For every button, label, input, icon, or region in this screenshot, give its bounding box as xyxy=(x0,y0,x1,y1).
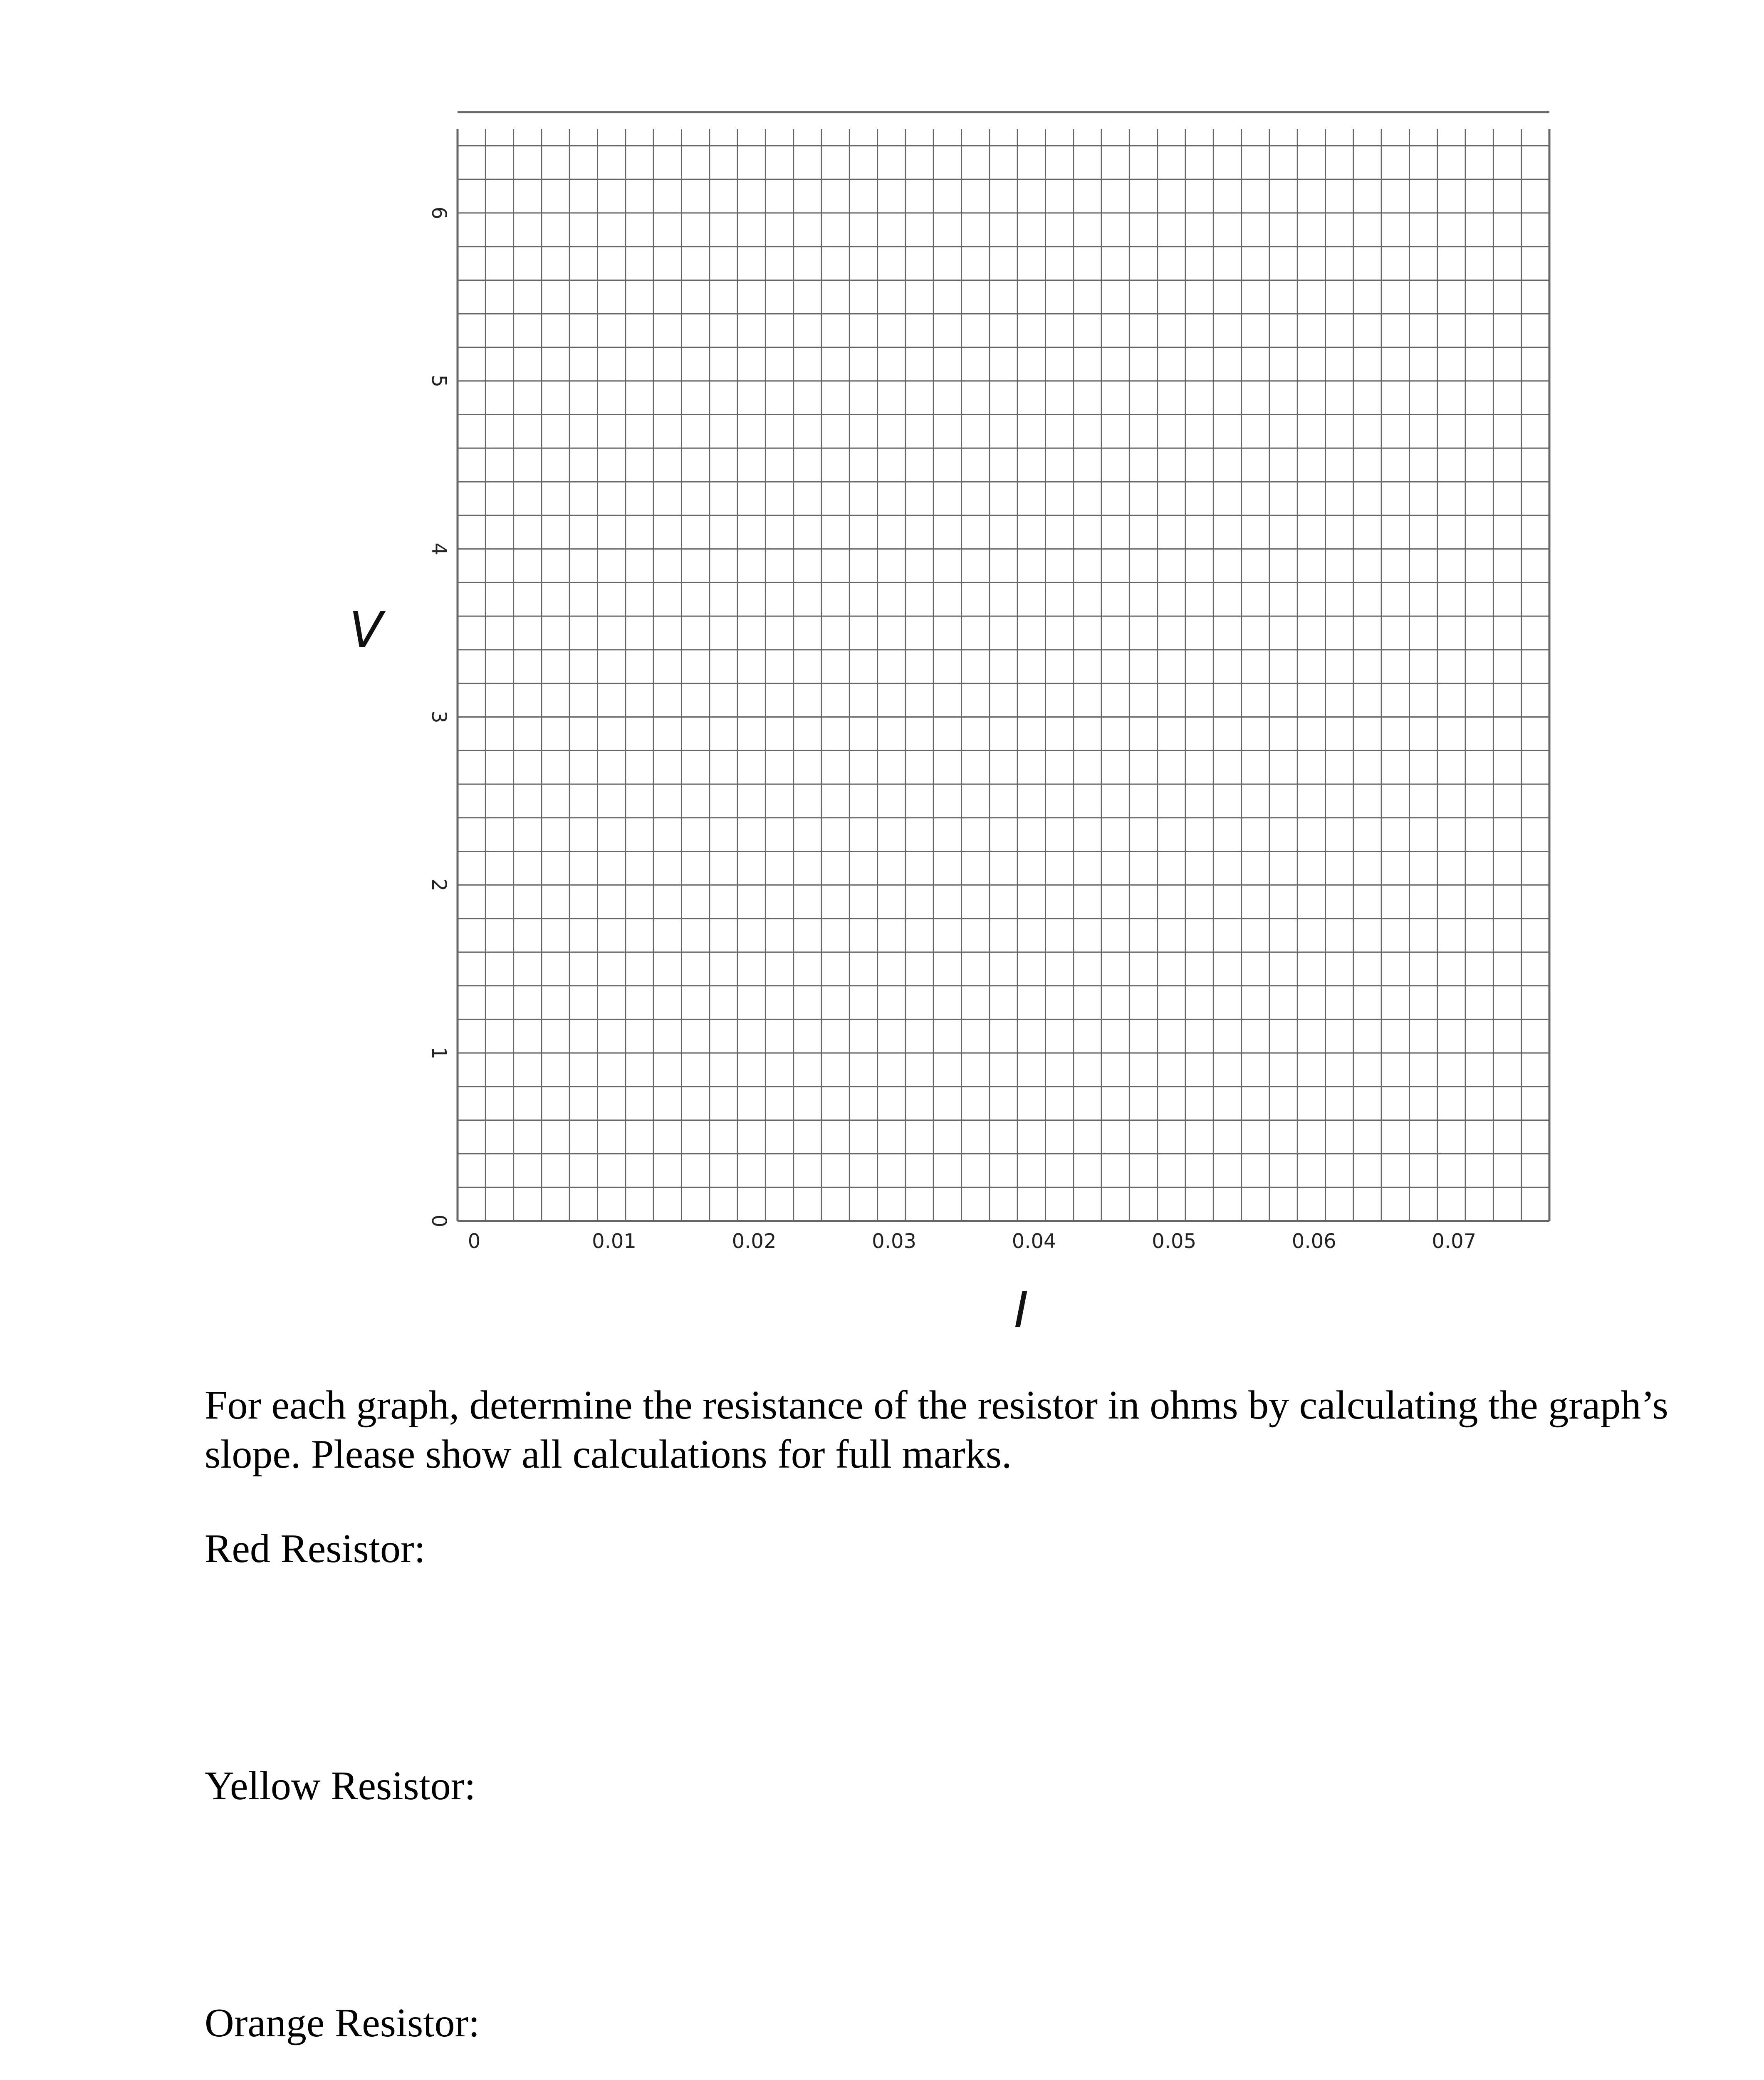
x-tick-label: 0 xyxy=(468,1230,481,1253)
y-tick-label: 6 xyxy=(427,206,450,220)
y-tick-label: 0 xyxy=(427,1214,450,1228)
x-tick-label: 0.07 xyxy=(1432,1230,1477,1253)
x-tick-labels xyxy=(468,1230,1476,1253)
orange-resistor-label: Orange Resistor: xyxy=(205,2001,480,2045)
graph-grid xyxy=(458,112,1549,1221)
y-axis-title: V xyxy=(349,601,383,659)
x-tick-label: 0.06 xyxy=(1291,1230,1336,1253)
x-axis-title: I xyxy=(1014,1281,1029,1339)
x-tick-label: 0.03 xyxy=(872,1230,917,1253)
instructions-text: For each graph, determine the resistance of the resistor in ohms by calculating the graph’s slope. Please show all calculations for full marks. xyxy=(205,1383,1668,1477)
x-tick-label: 0.05 xyxy=(1152,1230,1197,1253)
x-tick-label: 0.02 xyxy=(732,1230,777,1253)
y-tick-label: 5 xyxy=(427,374,450,388)
x-tick-label: 0.01 xyxy=(592,1230,636,1253)
y-tick-label: 4 xyxy=(427,542,450,555)
y-tick-label: 2 xyxy=(427,879,450,891)
y-tick-label: 1 xyxy=(427,1046,450,1060)
y-tick-label: 3 xyxy=(427,711,450,723)
red-resistor-label: Red Resistor: xyxy=(205,1526,426,1571)
x-tick-label: 0.04 xyxy=(1012,1230,1056,1253)
yellow-resistor-label: Yellow Resistor: xyxy=(205,1763,476,1808)
y-tick-labels xyxy=(427,207,450,1228)
